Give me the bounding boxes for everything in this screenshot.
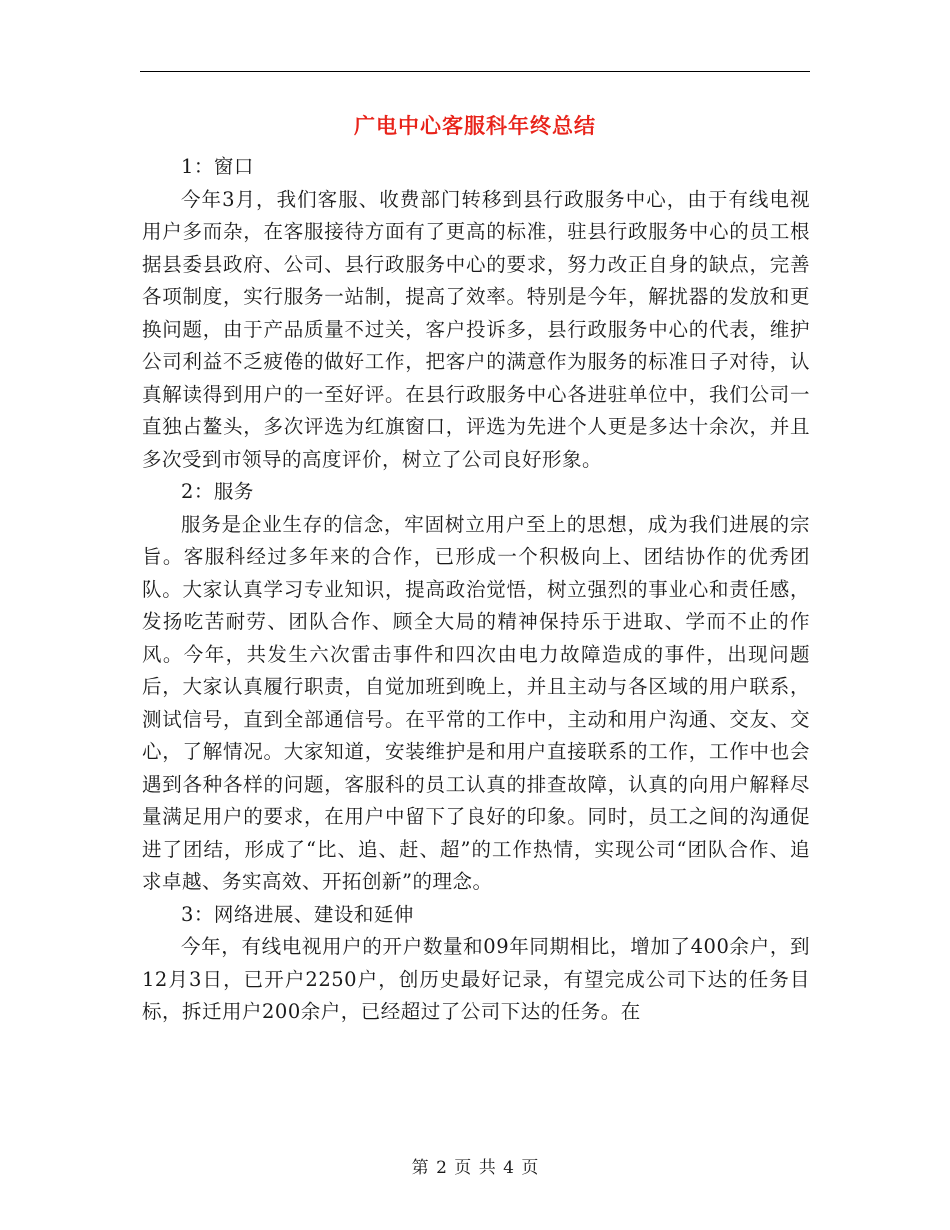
document-body — [142, 151, 810, 1029]
paragraph-window: 今年3月，我们客服、收费部门转移到县行政服务中心，由于有线电视用户多而杂，在客服接待方面有了更高的标准，驻县行政服务中心的员工根据县委县政府、公司、县行政服务中心的要求，努力改正自身的缺点，完善各项制度，实行服务一站制，提高了效率。特别是今年，解扰器的发放和更换问题，由于产品质量不过关，客户投诉多，县行政服务中心的代表，维护公司利益不乏疲倦的做好工作，把客户的满意作为服务的标准日子对待，认真解读得到用户的一至好评。在县行政服务中心各进驻单位中，我们公司一直独占鳌头，多次评选为红旗窗口，评选为先进个人更是多达十余次，并且多次受到市领导的高度评价，树立了公司良好形象。 — [142, 187, 810, 471]
section-heading-network: 3：网络进展、建设和延伸 — [181, 902, 414, 926]
document-title: 广电中心客服科年终总结 — [354, 114, 596, 138]
section-heading-window: 1：窗口 — [181, 155, 254, 178]
page-footer: 第 2 页 共 4 页 — [411, 1158, 539, 1178]
section-heading-service: 2：服务 — [181, 480, 254, 503]
header-rule — [140, 71, 810, 72]
paragraph-network: 今年，有线电视用户的开户数量和09年同期相比，增加了400余户，到12月3日，已开户2250户，创历史最好记录，有望完成公司下达的任务目标，拆迁用户200余户，已经超过了公司下达的任务。在 — [142, 935, 810, 1023]
paragraph-service: 服务是企业生存的信念，牢固树立用户至上的思想，成为我们进展的宗旨。客服科经过多年来的合作，已形成一个积极向上、团结协作的优秀团队。大家认真学习专业知识，提高政治觉悟，树立强烈的事业心和责任感，发扬吃苦耐劳、团队合作、顾全大局的精神保持乐于进取、学而不止的作风。今年，共发生六次雷击事件和四次由电力故障造成的事件，出现问题后，大家认真履行职责，自觉加班到晚上，并且主动与各区域的用户联系，测试信号，直到全部通信号。在平常的工作中，主动和用户沟通、交友、交心，了解情况。大家知道，安装维护是和用户直接联系的工作，工作中也会遇到各种各样的问题，客服科的员工认真的排查故障，认真的向用户解释尽量满足用户的要求，在用户中留下了良好的印象。同时，员工之间的沟通促进了团结，形成了“比、追、赶、超”的工作热情，实现公司“团队合作、追求卓越、务实高效、开拓创新”的理念。 — [142, 512, 810, 893]
